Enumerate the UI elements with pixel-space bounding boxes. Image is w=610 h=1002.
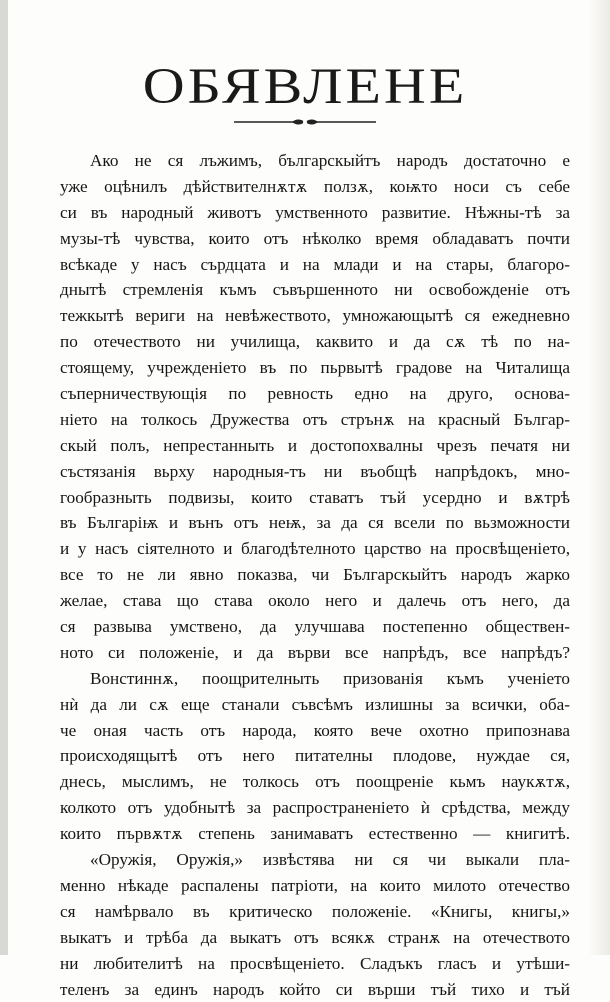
text-line: теленъ за единъ народъ който си върши тъй тихо и тъй (60, 977, 570, 1002)
text-line: ни любителитѣ на просвѣщеніето. Сладъкъ гласъ и утѣши- (60, 951, 570, 977)
text-line: скый полъ, непрестанныть и достопохвалны чрезъ печатя ни (60, 433, 570, 459)
text-line: музы-тѣ чувства, които отъ нѣколко время обладаватъ почти (60, 226, 570, 252)
text-line: «Оружія, Оружія,» извѣстява ни ся чи выкали пла- (60, 847, 570, 873)
text-line: днытѣ стремленія къмъ съвършенното ни освобожденіе отъ (60, 277, 570, 303)
article-body (60, 148, 570, 1002)
text-line: колкото отъ удобнытѣ за распространеніето ѝ срѣдства, между (60, 795, 570, 821)
scan-left-edge (0, 0, 8, 955)
text-line: менно нѣкаде распалены патріоти, на които милото отечество (60, 873, 570, 899)
text-line: че оная часть отъ народа, която вече охотно припознава (60, 718, 570, 744)
text-line: ното си положеніе, и да върви все напрѣдъ, все напрѣдъ? (60, 640, 570, 666)
page-title: ОБЯВЛЕНЕ (0, 58, 610, 114)
text-line: тежкытѣ вериги на невѣжеството, умножающытѣ ся ежедневно (60, 303, 570, 329)
title-ornament-divider (232, 116, 378, 128)
text-line: все то не ли явно показва, чи Българскыйтъ народъ жарко (60, 562, 570, 588)
text-line: выкатъ и трѣба да выкатъ отъ всякѫ странѫ на отечеството (60, 925, 570, 951)
text-line: съперничествующія по ревность едно на друго, основа- (60, 381, 570, 407)
text-line: стоящему, учрежденіето въ по пьрвытѣ градове на Читалища (60, 355, 570, 381)
text-line: въ Българіѭ и вънъ отъ неѭ, за да ся всели по вьзможности (60, 510, 570, 536)
text-line: Ако не ся лъжимъ, българскыйтъ народъ достаточно е (60, 148, 570, 174)
text-line: Вонстиннѫ, поощрителныть призованія къмъ ученіето (60, 666, 570, 692)
text-line: днесь, мыслимъ, не толкось отъ поощреніе кьмъ наукѫтѫ, (60, 769, 570, 795)
text-line: си въ народный животъ умственното развитие. Нѣжны-тѣ за (60, 200, 570, 226)
text-line: които първѫтѫ степень занимаватъ естественно — книгитѣ. (60, 821, 570, 847)
text-line: нѝ да ли сѫ еще станали съвсѣмъ излишны за всички, оба- (60, 692, 570, 718)
text-line: происходящытѣ отъ него питателны плодове, нуждае ся, (60, 743, 570, 769)
text-line: ніето на толкось Дружества отъ стрънѫ на красный Българ- (60, 407, 570, 433)
text-line: всѣкаде у насъ сърдцата и на млади и на стары, благоро- (60, 252, 570, 278)
text-line: ся развыва умствено, да улучшава постепенно обществен- (60, 614, 570, 640)
text-line: състязанія вьрху народныя-тъ ни въобщѣ напрѣдокъ, мно- (60, 459, 570, 485)
text-line: ся намѣрвало въ критическо положеніе. «Книгы, книгы,» (60, 899, 570, 925)
text-line: уже оцѣнилъ дѣйствителнѫтѫ ползѫ, коѭто носи съ себе (60, 174, 570, 200)
scan-right-edge (588, 0, 610, 955)
text-line: по отечеството ни училища, каквито и да сѫ тѣ по на- (60, 329, 570, 355)
text-line: желае, става що става около него и далечь отъ него, да (60, 588, 570, 614)
text-line: и у насъ сіятелното и благодѣтелното царство на просвѣщеніето, (60, 536, 570, 562)
text-line: гообразныть подвизы, които ставатъ тъй усердно и вѫтрѣ (60, 485, 570, 511)
